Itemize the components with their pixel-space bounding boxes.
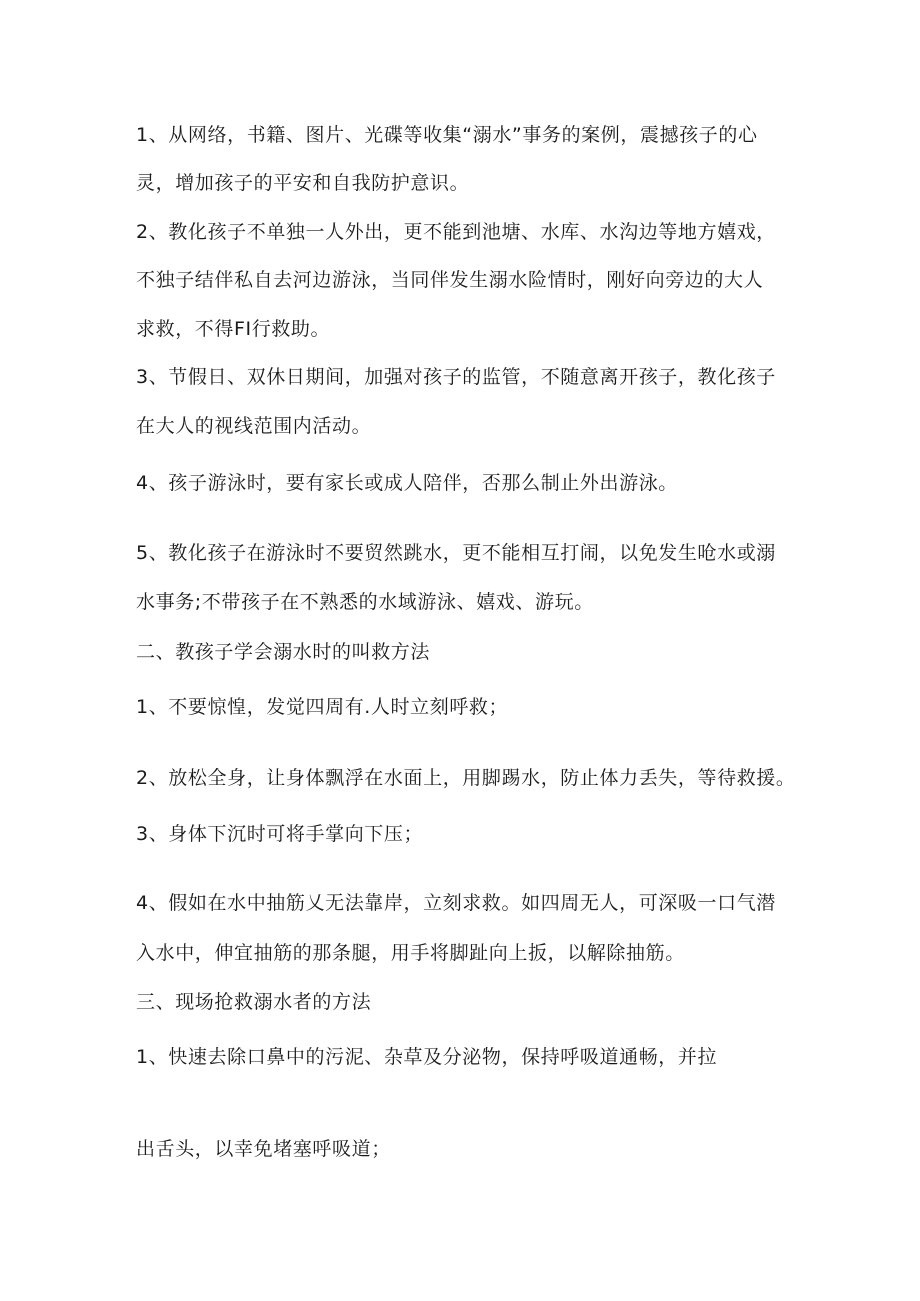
section-2-item-4-line-2: 入水中，伸宜抽筋的那条腿，用手将脚趾向上扳，以解除抽筋。 bbox=[136, 942, 685, 964]
paragraph-3-line-2: 在大人的视线范围内活动。 bbox=[136, 415, 372, 437]
paragraph-5-line-1: 5、教化孩子在游泳时不要贸然跳水，更不能相互打闹，以免发生呛水或溺 bbox=[136, 542, 776, 564]
paragraph-2-line-1: 2、教化孩子不单独一人外出，更不能到池塘、水库、水沟边等地方嬉戏， bbox=[136, 221, 776, 243]
section-2-item-4-line-1: 4、假如在水中抽筋乂无法靠岸，立刻求救。如四周无人，可深吸一口气潜 bbox=[136, 892, 776, 914]
paragraph-1-line-1: 1、从网络，书籍、图片、光碟等收集“溺水”事务的案例，震撼孩子的心 bbox=[136, 124, 758, 146]
paragraph-5-line-2: 水事务;不带孩子在不熟悉的水域游泳、嬉戏、游玩。 bbox=[136, 591, 594, 613]
section-heading-2: 二、教孩子学会溺水时的叫救方法 bbox=[136, 641, 431, 663]
section-2-item-3: 3、身体下沉时可将手掌向下压； bbox=[136, 823, 424, 845]
paragraph-4-line-1: 4、孩子游泳时，要有家长或成人陪伴，否那么制止外出游泳。 bbox=[136, 472, 678, 494]
section-3-item-1-line-1: 1、快速去除口鼻中的污泥、杂草及分泌物，保持呼吸道通畅，并拉 bbox=[136, 1046, 718, 1068]
section-2-item-2: 2、放松全身，让身体飘浮在水面上，用脚踢水，防止体力丢失，等待救援。 bbox=[136, 767, 796, 789]
section-heading-3: 三、现场抢救溺水者的方法 bbox=[136, 991, 372, 1013]
section-3-item-1-line-2: 出舌头，以幸免堵塞呼吸道； bbox=[136, 1138, 391, 1160]
paragraph-1-line-2: 灵，增加孩子的平安和自我防护意识。 bbox=[136, 172, 470, 194]
paragraph-2-line-2: 不独子结伴私自去河边游泳，当同伴发生溺水险情时，刚好向旁边的大人 bbox=[136, 269, 764, 291]
section-2-item-1: 1、不要惊惶，发觉四周有.人时立刻呼救； bbox=[136, 696, 509, 718]
paragraph-3-line-1: 3、节假日、双休日期间，加强对孩子的监管，不随意离开孩子，教化孩子 bbox=[136, 366, 776, 388]
paragraph-2-line-3: 求救，不得FI行救助。 bbox=[136, 318, 331, 340]
